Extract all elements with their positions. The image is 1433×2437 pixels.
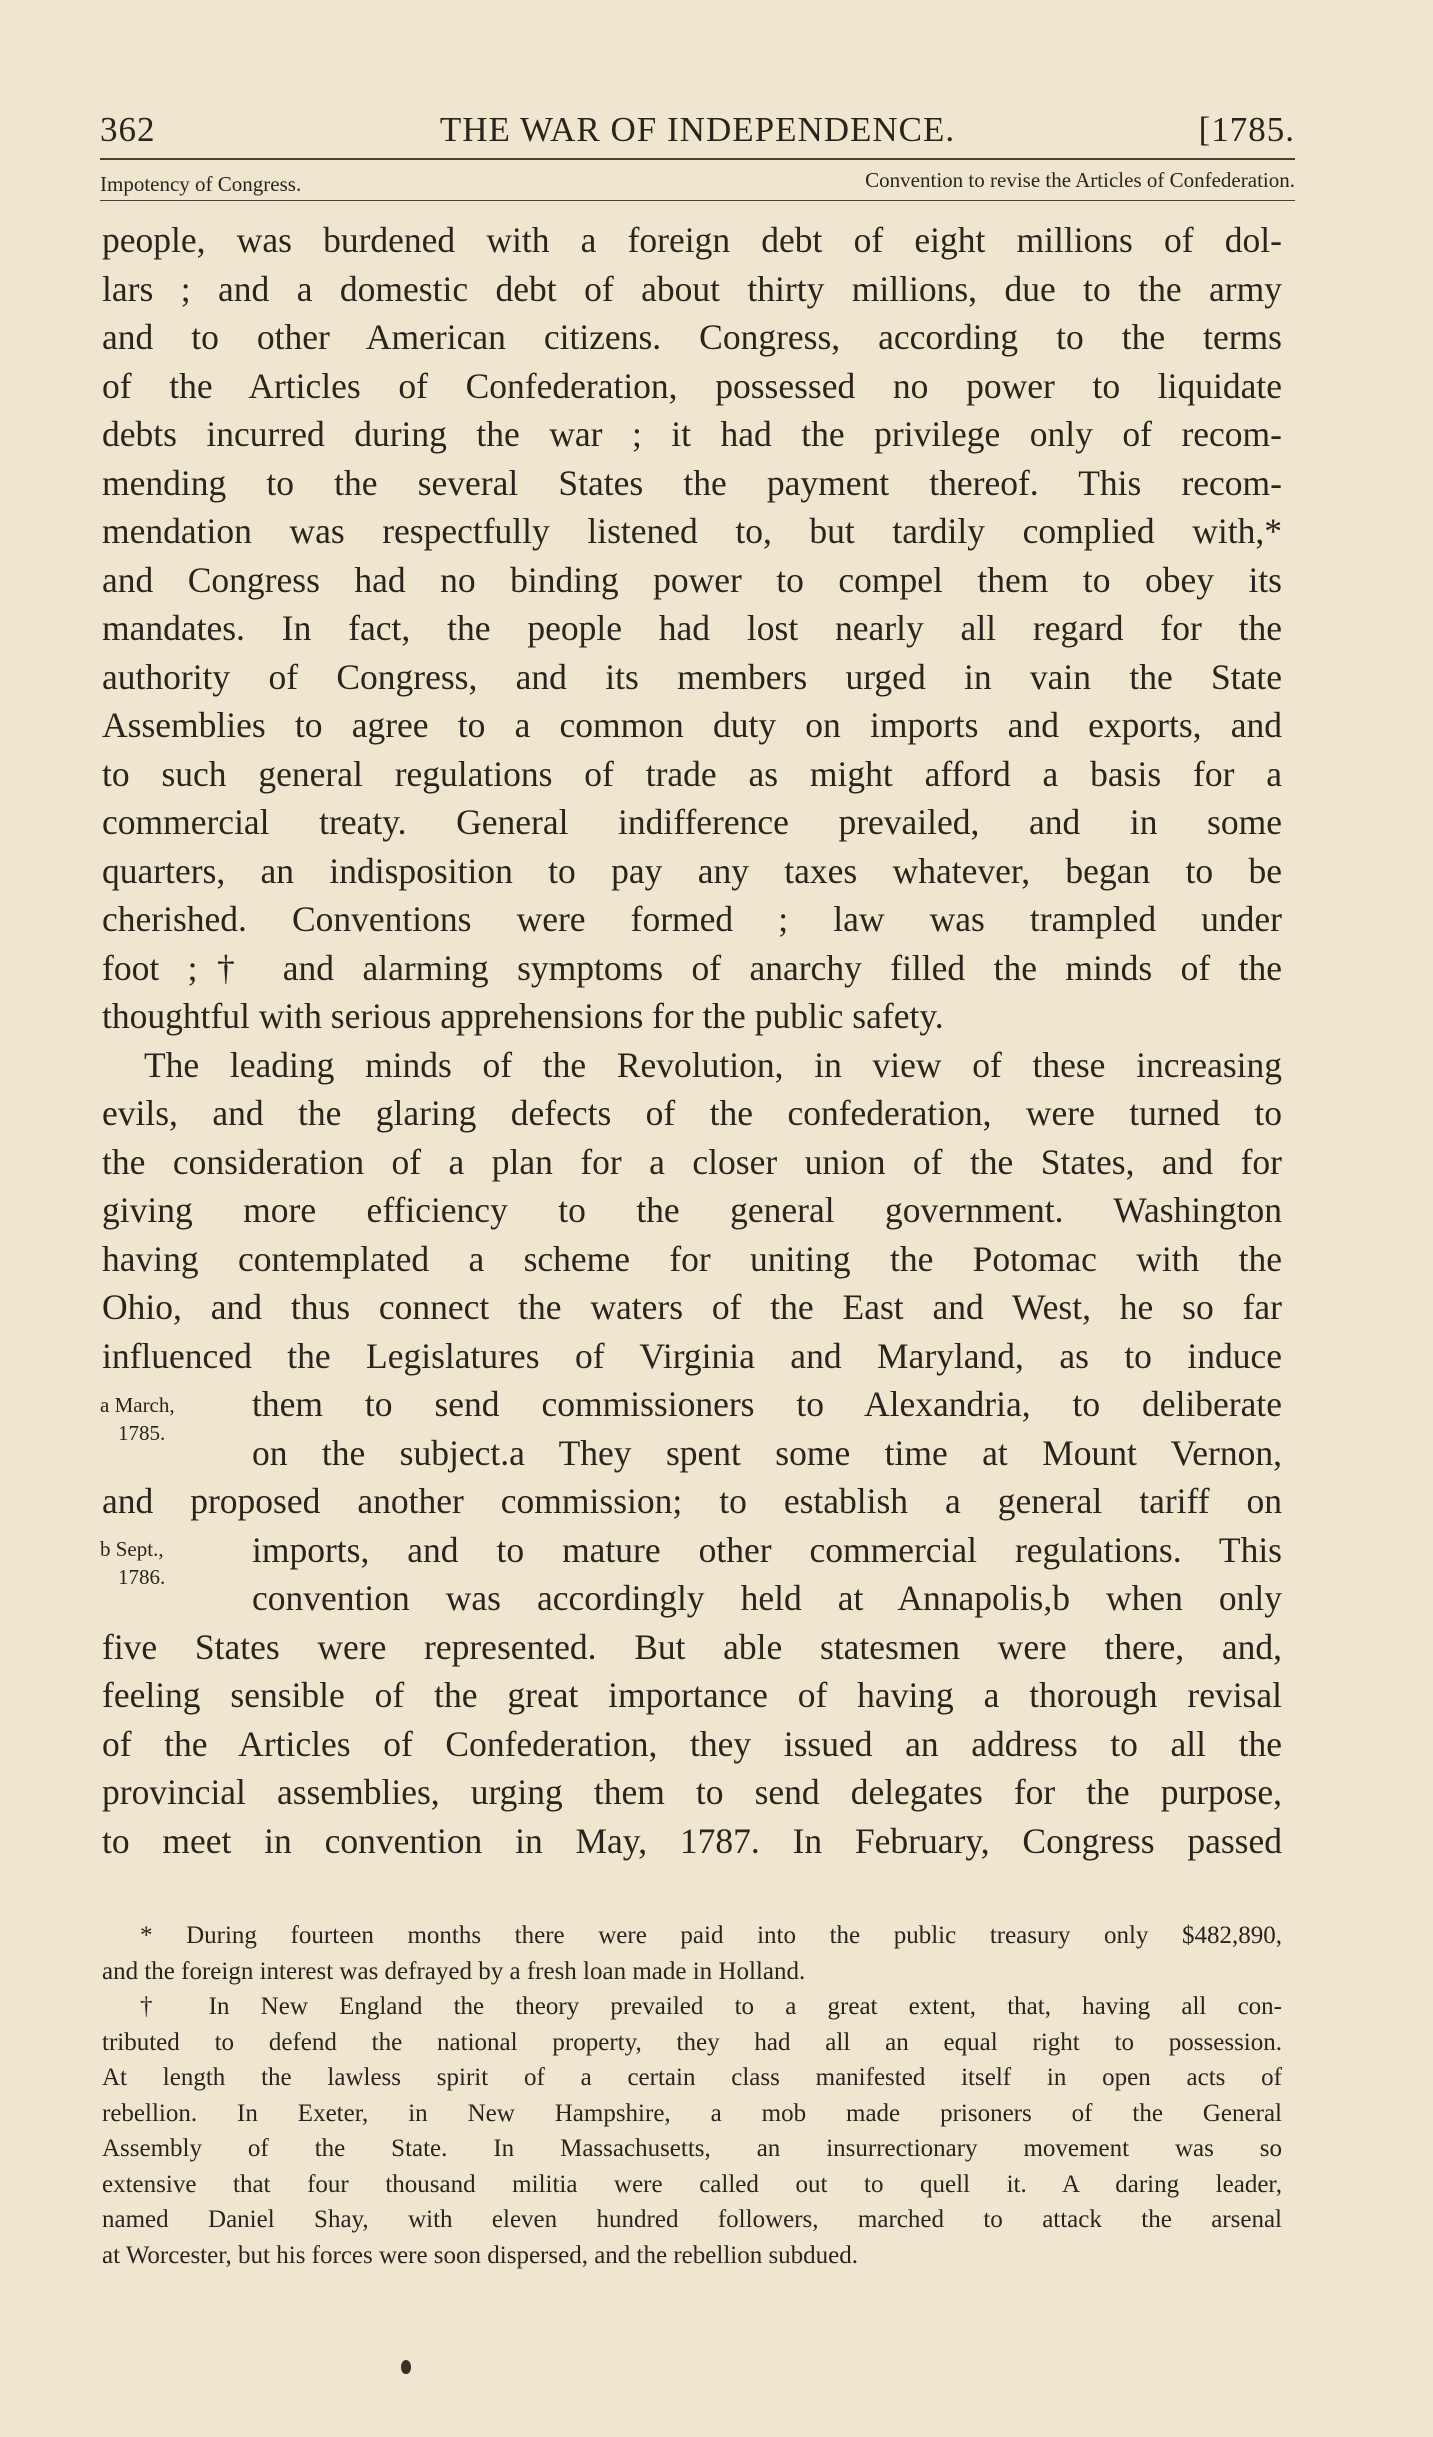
header-year: [1785. — [1198, 110, 1295, 149]
body-line: evils, and the glaring defects of the confederation, were turned to — [102, 1093, 1282, 1133]
body-line: to meet in convention in May, 1787. In February, Congress passed — [102, 1820, 1282, 1861]
margin-note-march — [100, 1394, 175, 1444]
body-line: imports, and to mature other commercial regulations. This — [252, 1529, 1282, 1570]
body-line: to such general regulations of trade as might afford a basis for a — [102, 753, 1282, 794]
footnote-line: At length the lawless spirit of a certain class manifested itself in open acts of — [102, 2064, 1282, 2091]
body-line: thoughtful with serious apprehensions for the public safety. — [102, 996, 944, 1036]
body-line: of the Articles of Confederation, possessed no power to liquidate — [102, 365, 1282, 406]
footnote-line: at Worcester, but his forces were soon dispersed, and the rebellion subdued. — [102, 2241, 859, 2269]
body-line: Assemblies to agree to a common duty on imports and exports, and — [102, 705, 1282, 745]
body-line: mendation was respectfully listened to, but tardily complied with,* — [102, 511, 1282, 551]
margin-note-sept — [100, 1538, 165, 1588]
header-rule — [100, 158, 1295, 160]
body-line: giving more efficiency to the general government. Washington — [102, 1190, 1282, 1230]
footnote-line: † In New England the theory prevailed to a great extent, that, having all con- — [140, 1993, 1282, 2020]
body-line: of the Articles of Confederation, they issued an address to all the — [102, 1723, 1282, 1764]
margin-note-year: 1785. — [118, 1421, 166, 1445]
page-title: THE WAR OF INDEPENDENCE. — [439, 110, 956, 149]
body-line: having contemplated a scheme for uniting the Potomac with the — [102, 1238, 1282, 1279]
subheader-right: Convention to revise the Articles of Confederation. — [865, 168, 1295, 192]
body-line: quarters, an indisposition to pay any taxes whatever, began to be — [102, 850, 1282, 891]
subheader-rule — [100, 200, 1295, 201]
ink-blot — [401, 2360, 411, 2374]
margin-note-year: 1786. — [118, 1565, 166, 1589]
body-line: lars ; and a domestic debt of about thirty millions, due to the army — [102, 268, 1282, 309]
body-line: convention was accordingly held at Annapolis,b when only — [252, 1578, 1282, 1618]
body-line: the consideration of a plan for a closer union of the States, and for — [102, 1141, 1282, 1182]
body-line: and proposed another commission; to establish a general tariff on — [102, 1481, 1282, 1521]
footnote-line: * During fourteen months there were paid into the public treasury only $482,890, — [140, 1922, 1282, 1949]
body-line: and to other American citizens. Congress, according to the terms — [102, 317, 1282, 357]
body-line: Ohio, and thus connect the waters of the East and West, he so far — [102, 1287, 1282, 1327]
body-line: debts incurred during the war ; it had the privilege only of recom- — [102, 414, 1282, 454]
subheader — [100, 168, 1295, 198]
body-line: cherished. Conventions were formed ; law was trampled under — [102, 899, 1282, 939]
margin-note-label: b Sept., — [100, 1537, 164, 1561]
body-line: authority of Congress, and its members urged in vain the State — [102, 656, 1282, 697]
body-line: provincial assemblies, urging them to send delegates for the purpose, — [102, 1772, 1282, 1812]
page-number: 362 — [100, 110, 156, 149]
body-line: mandates. In fact, the people had lost nearly all regard for the — [102, 608, 1282, 648]
footnote-line: extensive that four thousand militia were called out to quell it. A daring leader, — [102, 2170, 1282, 2198]
footnote-line: Assembly of the State. In Massachusetts, an insurrectionary movement was so — [102, 2135, 1282, 2162]
body-line: and Congress had no binding power to compel them to obey its — [102, 559, 1282, 600]
footnote-line: rebellion. In Exeter, in New Hampshire, a mob made prisoners of the General — [102, 2099, 1282, 2127]
footnote-line: tributed to defend the national property, they had all an equal right to possession. — [102, 2028, 1282, 2056]
running-header — [100, 110, 1295, 160]
footnote-line: named Daniel Shay, with eleven hundred followers, marched to attack the arsenal — [102, 2206, 1282, 2233]
body-line: influenced the Legislatures of Virginia and Maryland, as to induce — [102, 1335, 1282, 1376]
body-line: feeling sensible of the great importance of having a thorough revisal — [102, 1675, 1282, 1715]
subheader-left: Impotency of Congress. — [100, 172, 302, 196]
margin-note-label: a March, — [100, 1393, 175, 1417]
body-line: them to send commissioners to Alexandria, to deliberate — [252, 1384, 1282, 1424]
footnote-line: and the foreign interest was defrayed by a fresh loan made in Holland. — [102, 1957, 806, 1985]
footnotes — [102, 1918, 1282, 2273]
body-line: commercial treaty. General indifference prevailed, and in some — [102, 802, 1282, 842]
body-line: foot ;† and alarming symptoms of anarchy filled the minds of the — [102, 947, 1282, 988]
body-line: people, was burdened with a foreign debt of eight millions of dol- — [102, 220, 1282, 260]
body-line: The leading minds of the Revolution, in view of these increasing — [144, 1044, 1282, 1085]
body-line: on the subject.a They spent some time at Mount Vernon, — [252, 1432, 1282, 1473]
body-line: mending to the several States the payment thereof. This recom- — [102, 462, 1282, 503]
body-line: five States were represented. But able statesmen were there, and, — [102, 1626, 1282, 1667]
body-text — [102, 216, 1282, 1865]
